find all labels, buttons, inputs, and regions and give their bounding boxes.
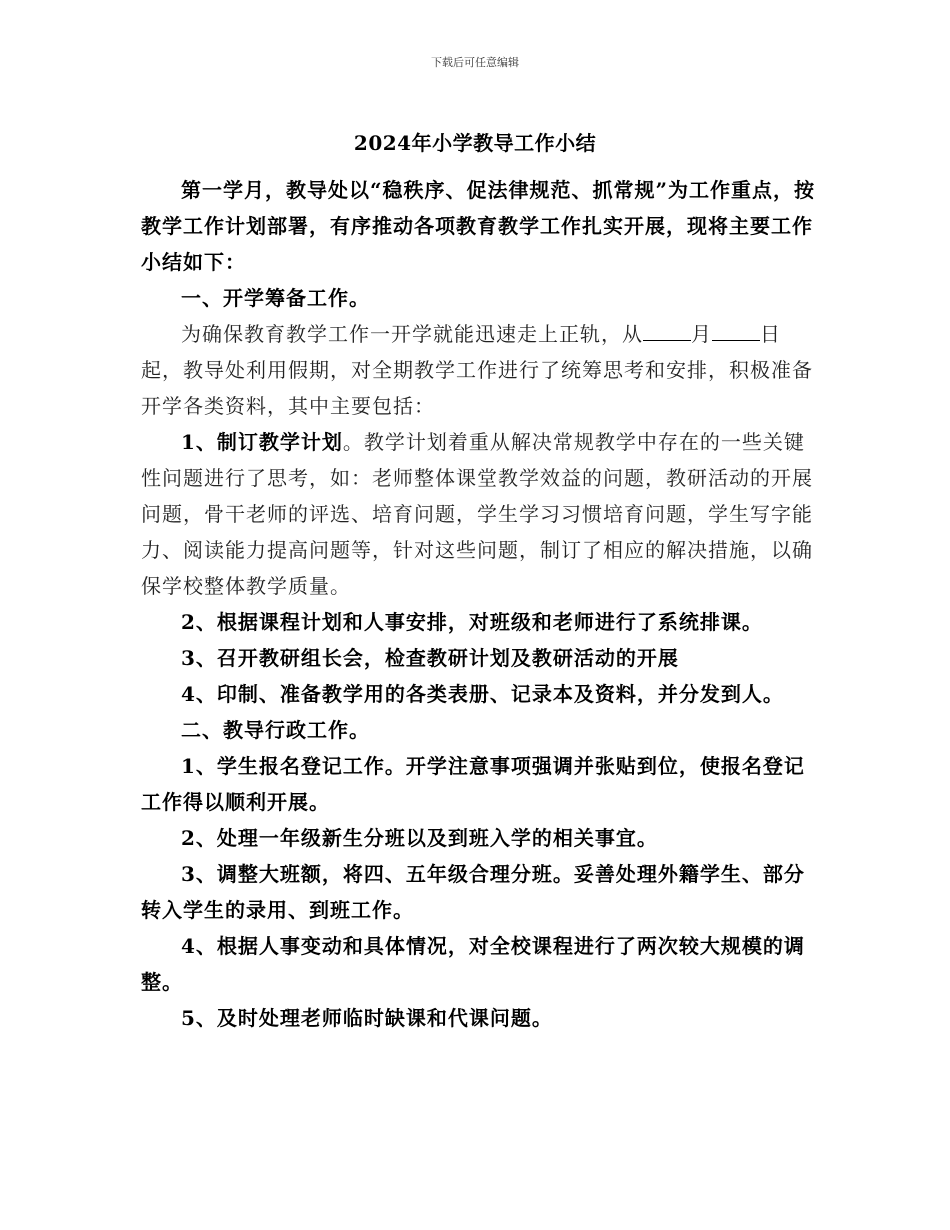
document-body [141,172,821,1036]
section1-item1-rest: 。教学计划着重从解决常规教学中存在的一些关键性问题进行了思考，如：老师整体课堂教学效益的问题，教研活动的开展问题，骨干老师的评选、培育问题，学生学习习惯培育问题，学生写字能力、阅读能力提高问题等，针对这些问题，制订了相应的解决措施，以确保学校整体教学质量。 [141,430,813,598]
section2-item4: 4、根据人事变动和具体情况，对全校课程进行了两次较大规模的调整。 [141,934,805,994]
section1-paragraph-part2: 日起，教导处利用假期，对全期教学工作进行了统筹思考和安排，积极准备开学各类资料，其中主要包括： [141,322,813,418]
blank-day [712,322,760,341]
section1-paragraph [141,316,821,424]
section2-item5: 5、及时处理老师临时缺课和代课问题。 [181,1006,553,1030]
header-note: 下载后可任意编辑 [431,56,519,69]
section2-item1: 1、学生报名登记工作。开学注意事项强调并张贴到位，使报名登记工作得以顺利开展。 [141,754,805,814]
section2-heading: 二、教导行政工作。 [181,718,370,742]
section2-item3: 3、调整大班额，将四、五年级合理分班。妥善处理外籍学生、部分转入学生的录用、到班工作。 [141,862,805,922]
section1-item1 [141,424,821,604]
section2-item2: 2、处理一年级新生分班以及到班入学的相关事宜。 [181,826,658,850]
section1-item1-lead: 1、制订教学计划 [181,430,343,454]
section1-paragraph-month: 月 [691,322,712,346]
section1-heading: 一、开学筹备工作。 [181,286,370,310]
document-title: 2024年小学教导工作小结 [353,131,597,155]
section1-paragraph-part1: 为确保教育教学工作一开学就能迅速走上正轨，从 [181,322,643,346]
section1-item2: 2、根据课程计划和人事安排，对班级和老师进行了系统排课。 [181,610,763,634]
blank-month [643,322,691,341]
intro-paragraph: 第一学月，教导处以“稳秩序、促法律规范、抓常规”为工作重点，按教学工作计划部署，有序推动各项教育教学工作扎实开展，现将主要工作小结如下： [141,178,816,274]
section1-item3: 3、召开教研组长会，检查教研计划及教研活动的开展 [181,646,679,670]
section1-item4: 4、印制、准备教学用的各类表册、记录本及资料，并分发到人。 [181,682,784,706]
